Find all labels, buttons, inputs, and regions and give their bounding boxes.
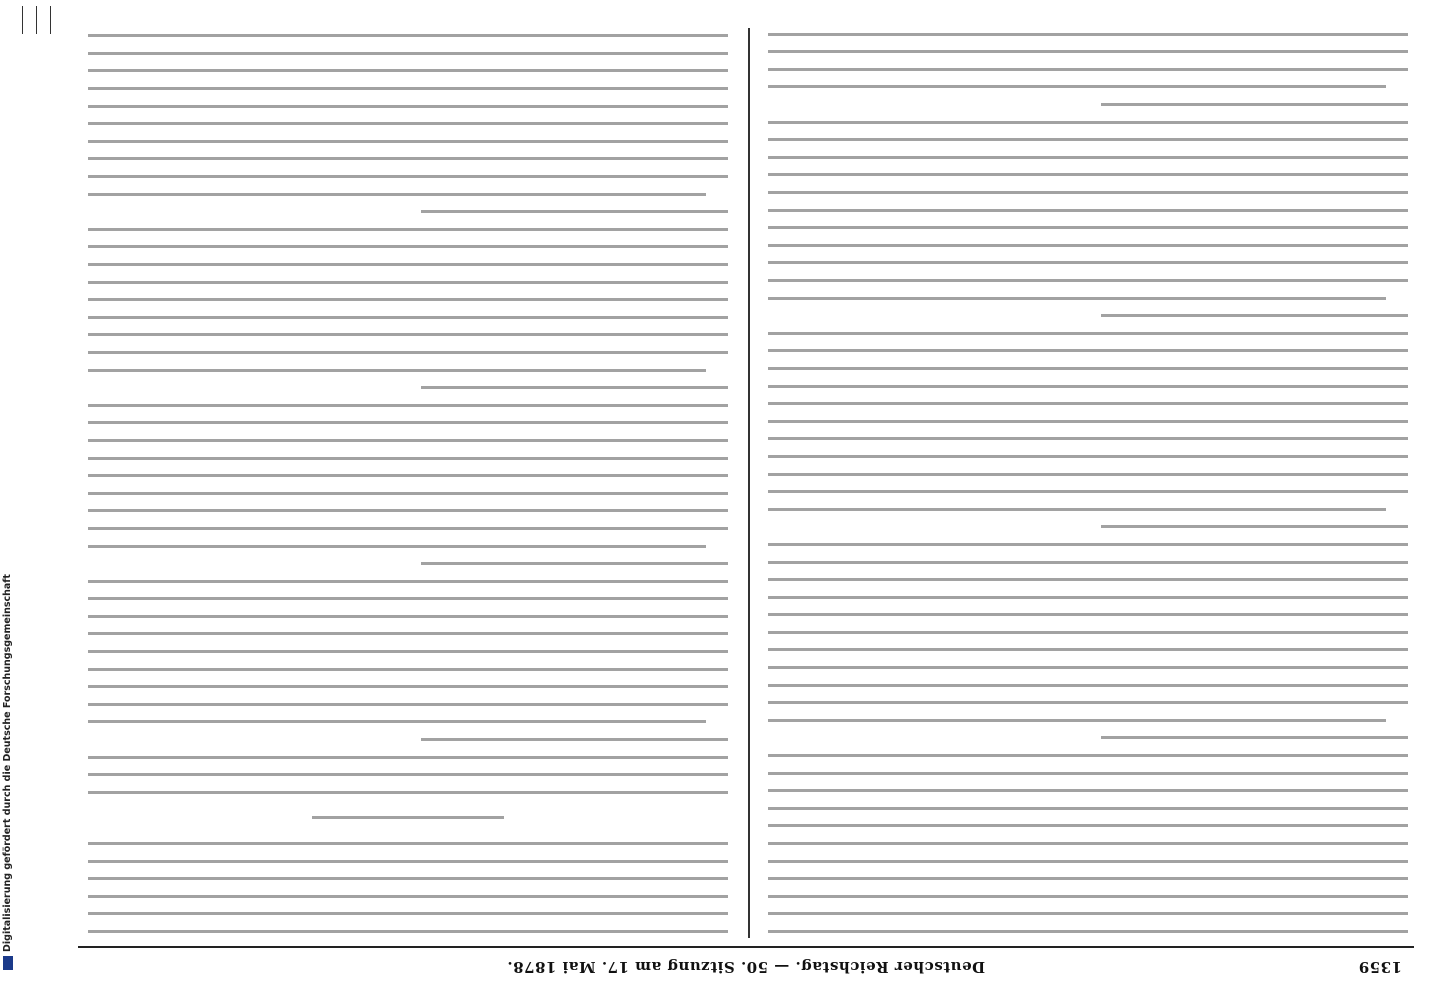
text-line	[768, 164, 1408, 177]
text-line	[768, 463, 1408, 476]
text-line	[88, 850, 728, 863]
text-line	[88, 465, 728, 478]
text-line	[768, 181, 1408, 194]
text-line	[768, 234, 1408, 247]
text-line	[88, 60, 728, 73]
text-line	[88, 868, 728, 881]
text-line	[88, 553, 728, 566]
text-line	[88, 236, 728, 249]
text-line	[768, 428, 1408, 441]
text-line	[768, 111, 1408, 124]
text-line	[88, 377, 728, 390]
text-line	[768, 832, 1408, 845]
text-line	[88, 201, 728, 214]
text-line	[768, 674, 1408, 687]
text-line	[88, 306, 728, 319]
text-line	[768, 744, 1408, 757]
text-line	[768, 885, 1408, 898]
text-line	[768, 815, 1408, 828]
running-header	[78, 952, 1414, 982]
text-line	[88, 807, 728, 820]
text-line	[88, 920, 728, 933]
text-line	[768, 28, 1408, 36]
text-line	[768, 780, 1408, 793]
text-line	[88, 885, 728, 898]
text-line	[88, 641, 728, 654]
scan-edge-marks	[22, 0, 62, 40]
text-line	[768, 762, 1408, 775]
text-line	[88, 781, 728, 794]
text-line	[768, 727, 1408, 740]
text-line	[768, 533, 1408, 546]
text-line	[768, 586, 1408, 599]
text-line	[88, 95, 728, 108]
text-line	[88, 113, 728, 126]
text-line	[768, 692, 1408, 705]
paragraph-gap	[88, 824, 728, 832]
text-line	[88, 218, 728, 231]
digitization-credit	[2, 40, 20, 970]
text-line	[88, 130, 728, 143]
text-line	[768, 797, 1408, 810]
text-line	[88, 570, 728, 583]
text-line	[88, 517, 728, 530]
text-line	[88, 447, 728, 460]
text-line	[88, 429, 728, 442]
text-line	[88, 394, 728, 407]
text-line	[88, 78, 728, 91]
text-line	[768, 76, 1408, 89]
text-line	[768, 199, 1408, 212]
text-line	[768, 709, 1408, 722]
text-line	[88, 183, 728, 196]
text-line	[88, 764, 728, 777]
header-rule	[78, 946, 1414, 948]
text-line	[88, 658, 728, 671]
text-line	[768, 903, 1408, 916]
text-line	[768, 269, 1408, 282]
text-column-right	[88, 28, 728, 938]
text-line	[88, 500, 728, 513]
text-line	[88, 588, 728, 601]
text-line	[768, 340, 1408, 353]
text-line	[768, 639, 1408, 652]
text-line	[88, 289, 728, 302]
text-line	[88, 728, 728, 741]
text-line	[88, 605, 728, 618]
text-line	[88, 271, 728, 284]
text-line	[768, 621, 1408, 634]
text-line	[88, 711, 728, 724]
text-line	[88, 165, 728, 178]
text-line	[88, 28, 728, 37]
text-line	[88, 623, 728, 636]
text-line	[88, 148, 728, 161]
text-line	[768, 129, 1408, 142]
text-line	[88, 676, 728, 689]
text-line	[768, 516, 1408, 529]
text-line	[768, 868, 1408, 881]
text-line	[768, 850, 1408, 863]
text-line	[88, 832, 728, 845]
text-line	[88, 42, 728, 55]
rotated-newspaper-sheet	[78, 18, 1414, 982]
page-number: 1359	[1358, 958, 1402, 976]
text-line	[768, 94, 1408, 107]
text-line	[88, 359, 728, 372]
text-line	[88, 482, 728, 495]
paragraph-gap	[88, 799, 728, 807]
text-column-left	[768, 28, 1408, 938]
text-line	[88, 412, 728, 425]
text-line	[768, 657, 1408, 670]
text-line	[768, 569, 1408, 582]
text-line	[768, 920, 1408, 933]
text-line	[768, 604, 1408, 617]
text-line	[768, 481, 1408, 494]
text-line	[768, 357, 1408, 370]
text-line	[88, 341, 728, 354]
text-line	[768, 375, 1408, 388]
text-line	[88, 693, 728, 706]
text-line	[88, 746, 728, 759]
dfg-logo-icon	[3, 956, 13, 970]
text-line	[768, 445, 1408, 458]
text-line	[768, 41, 1408, 54]
text-line	[768, 146, 1408, 159]
text-line	[768, 551, 1408, 564]
text-line	[88, 535, 728, 548]
text-line	[768, 322, 1408, 335]
text-line	[768, 217, 1408, 230]
running-title: Deutscher Reichstag. — 50. Sitzung am 17. Mai 1878.	[506, 958, 986, 976]
text-line	[88, 903, 728, 916]
text-line	[768, 305, 1408, 318]
column-divider	[748, 28, 750, 938]
credit-text: Digitalisierung gefördert durch die Deutsche Forschungsgemeinschaft	[2, 574, 13, 952]
text-line	[88, 324, 728, 337]
text-line	[768, 498, 1408, 511]
text-line	[768, 393, 1408, 406]
text-line	[768, 410, 1408, 423]
text-line	[768, 58, 1408, 71]
text-line	[88, 253, 728, 266]
text-line	[768, 252, 1408, 265]
text-line	[768, 287, 1408, 300]
